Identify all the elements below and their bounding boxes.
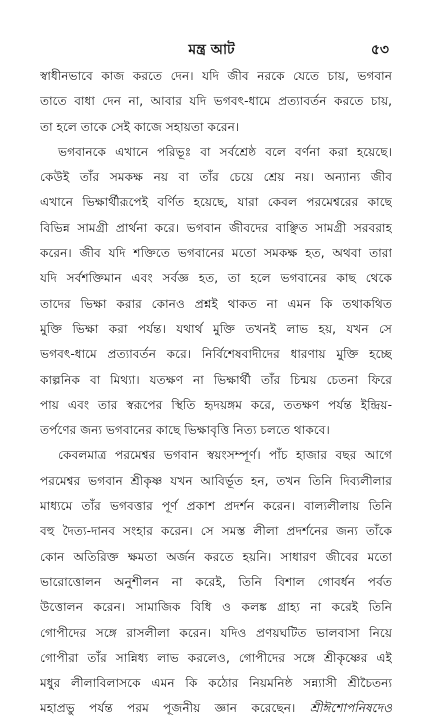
scripture-reference: শ্রীঈশোপনিষদেও (309, 701, 392, 716)
chapter-title: মন্ত্র আট (188, 42, 235, 58)
text-line: কেবলমাত্র পরমেশ্বর ভগবান স্বয়ংসম্পূর্ণ। পাঁচ হাজার বছর আগে (58, 448, 392, 463)
text-line: বহু দৈত্য-দানব সংহার করেন। সে সমস্ত লীলা প্রদর্শনের জন্য তাঁকে (40, 524, 392, 539)
text-line: মধুর লীলাবিলাসকে এমন কি কঠোর নিয়মনিষ্ঠ সন্ন্যাসী শ্রীচৈতন্য (40, 676, 392, 691)
body-text (40, 64, 392, 722)
line-text: মহাপ্রভু পর্যন্ত পরম পূজনীয় জ্ঞান করেছেন। (40, 701, 296, 716)
text-line: কাল্পনিক বা মিথ্যা। যতক্ষণ না ভিক্ষার্থী তাঁর চিন্ময় চেতনা ফিরে (40, 372, 392, 387)
page-number: ৫৩ (370, 42, 389, 58)
text-line: কেউই তাঁর সমকক্ষ নয় বা তাঁর চেয়ে শ্রেয় নয়। অন্যান্য জীব (40, 170, 392, 185)
text-line: উত্তোলন করেন। সামাজিক বিধি ও কলঙ্ক গ্রাহ্য না করেই তিনি (40, 600, 392, 615)
text-line: তর্পণের জন্য ভগবানের কাছে ভিক্ষাবৃত্তি নিত্য চলতে থাকবে। (40, 423, 330, 438)
text-line: করেন। জীব যদি শক্তিতে ভগবানের মতো সমকক্ষ হত, অথবা তারা (40, 246, 392, 261)
text-line: গোপীরা তাঁর সান্নিধ্য লাভ করলেও, গোপীদের সঙ্গে শ্রীকৃষ্ণের এই (40, 650, 392, 665)
text-line: স্বাধীনভাবে কাজ করতে দেন। যদি জীব নরকে যেতে চায়, ভগবান (40, 69, 392, 83)
text-line: মুক্তি ভিক্ষা করা পর্যন্ত। যথার্থ মুক্তি তখনই লাভ হয়, যখন সে (40, 321, 392, 336)
text-line: বিভিন্ন সামগ্রী প্রার্থনা করে। ভগবান জীবদের বাঞ্ছিত সামগ্রী সরবরাহ (40, 220, 392, 235)
text-line: ভারোত্তোলন অনুশীলন না করেই, তিনি বিশাল গোবর্ধন পর্বত (40, 574, 392, 589)
text-line: পায় এবং তার স্বরূপের স্থিতি হৃদয়ঙ্গম করে, ততক্ষণ পর্যন্ত ইন্দ্রিয়- (40, 397, 392, 412)
text-line: পরমেশ্বর ভগবান শ্রীকৃষ্ণ যখন আবির্ভূত হন, তখন তিনি দিব্যলীলার (40, 473, 392, 488)
text-line: ভগবৎ-ধামে প্রত্যাবর্তন করে। নির্বিশেষবাদীদের ধারণায় মুক্তি হচ্ছে (40, 347, 392, 362)
text-line (40, 696, 392, 721)
text-line: তাতে বাধা দেন না, আবার যদি ভগবৎ-ধামে প্রত্যাবর্তন করতে চায়, (40, 94, 392, 109)
text-line: তাদের ভিক্ষা করার কোনও প্রশ্নই থাকত না এমন কি তথাকথিত (40, 296, 392, 311)
text-line: মাধ্যমে তাঁর ভগবত্তার পূর্ণ প্রকাশ প্রদর্শন করেন। বাল্যলীলায় তিনি (40, 499, 392, 514)
text-line: এখানে ভিক্ষার্থীরূপেই বর্ণিত হয়েছে, যারা কেবল পরমেশ্বরের কাছে (40, 195, 392, 210)
text-line: তা হলে তাকে সেই কাজে সহায়তা করেন। (40, 119, 240, 134)
text-line: ভগবানকে এখানে পরিভূঃ বা সর্বশ্রেষ্ঠ বলে বর্ণনা করা হয়েছে। (58, 144, 392, 159)
running-header (0, 40, 423, 60)
text-line: যদি সর্বশক্তিমান এবং সর্বজ্ঞ হত, তা হলে ভগবানের কাছ থেকে (40, 271, 392, 286)
text-line: কোন অতিরিক্ত ক্ষমতা অর্জন করতে হয়নি। সাধারণ জীবের মতো (40, 549, 392, 564)
text-line: গোপীদের সঙ্গে রাসলীলা করেন। যদিও প্রণয়ঘটিত ভালবাসা নিয়ে (40, 625, 392, 640)
